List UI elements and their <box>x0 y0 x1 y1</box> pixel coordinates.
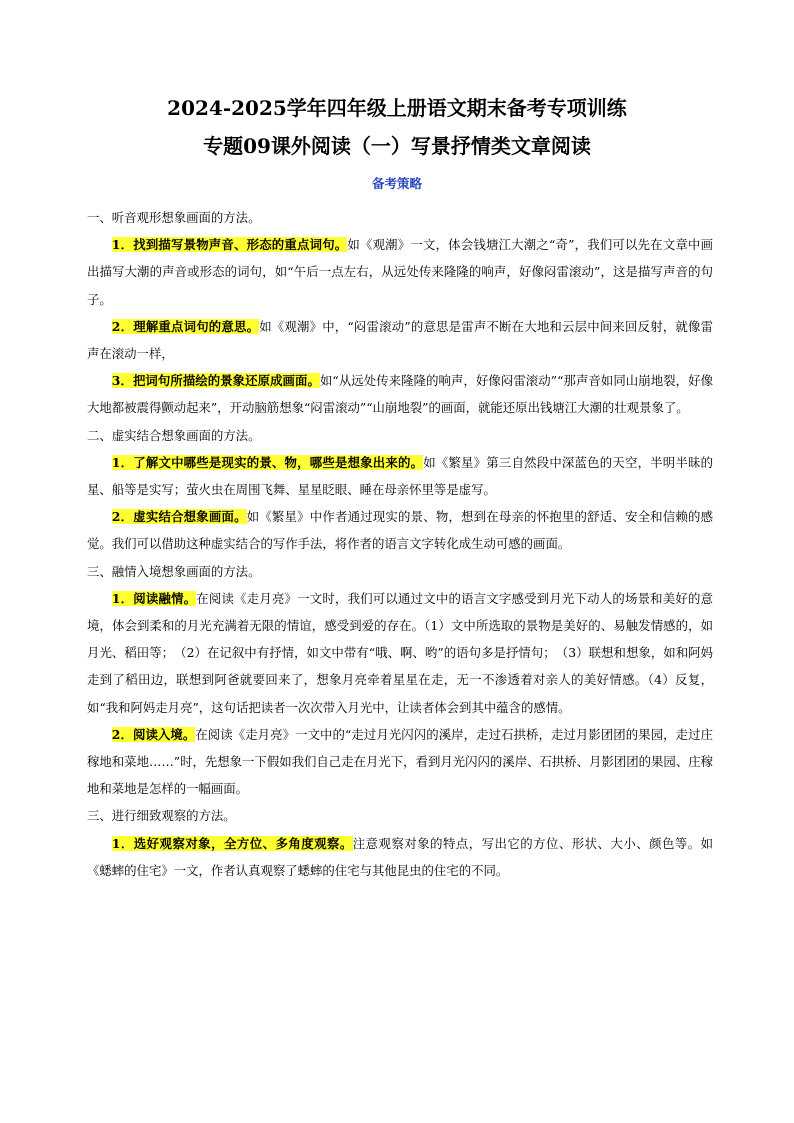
paragraph-text: 如《观潮》一文，体会钱塘江大潮之“奇”，我们可以先在文章中画出描写大潮的声音或形态的词句，如“午后一点左右，从远处传来隆隆的响声，好像闷雷滚动”，这是描写声音的句子。 <box>87 237 714 307</box>
highlight-text: 1．找到描写景物声音、形态的重点词句。 <box>111 237 348 253</box>
section-heading-3: 三、融情入境想象画面的方法。 <box>87 563 261 579</box>
document-body <box>87 204 713 884</box>
paragraph-1-2 <box>87 313 713 367</box>
paragraph-4-1 <box>87 830 713 884</box>
paragraph-text: 在阅读《走月亮》一文中的“走过月光闪闪的溪岸，走过石拱桥，走过月影团团的果园，走过庄稼地和菜地……”时，先想象一下假如我们自己走在月光下，看到月光闪闪的溪岸、石拱桥、月影团团的果园、庄稼地和菜地是怎样的一幅画面。 <box>87 726 713 797</box>
paragraph-text: 如“从远处传来隆隆的响声，好像闷雷滚动”“那声音如同山崩地裂，好像大地都被震得颤动起来”，开动脑筋想象“闷雷滚动”“山崩地裂”的画面，就能还原出钱塘江大潮的壮观景象了。 <box>87 373 713 416</box>
paragraph-text: 注意观察对象的特点，写出它的方位、形状、大小、颜色等。如《蟋蟀的住宅》一文，作者认真观察了蟋蟀的住宅与其他昆虫的住宅的不同。 <box>87 835 714 878</box>
highlight-text: 1．了解文中哪些是现实的景、物，哪些是想象出来的。 <box>111 454 424 470</box>
section-heading-4: 三、进行细致观察的方法。 <box>87 808 236 824</box>
paragraph-text: 如《观潮》中，“闷雷滚动”的意思是雷声不断在大地和云层中间来回反射，就像雷声在滚动一样， <box>87 318 713 362</box>
document-title: 2024-2025学年四年级上册语文期末备考专项训练 <box>167 96 627 120</box>
paragraph-3-1 <box>87 585 713 721</box>
highlight-text: 2．虚实结合想象画面。 <box>111 509 247 525</box>
section-heading-1: 一、听音观形想象画面的方法。 <box>87 210 261 225</box>
document-subtitle-topic: 专题09课外阅读（一）写景抒情类文章阅读 <box>203 134 591 158</box>
highlight-text: 2．阅读入境。 <box>111 726 196 742</box>
highlight-text: 2．理解重点词句的意思。 <box>111 318 260 334</box>
section-label-strategy: 备考策略 <box>371 176 422 191</box>
paragraph-1-1 <box>87 231 713 313</box>
highlight-text: 1．阅读融情。 <box>111 590 197 606</box>
paragraph-2-2 <box>87 503 713 557</box>
paragraph-3-2 <box>87 721 713 803</box>
paragraph-text: 如《繁星》第三自然段中深蓝色的天空，半明半昧的星、船等是实写；萤火虫在周围飞舞、星星眨眼、睡在母亲怀里等是虚写。 <box>87 454 714 498</box>
section-heading-2: 二、虚实结合想象画面的方法。 <box>87 427 261 443</box>
paragraph-2-1 <box>87 449 713 503</box>
highlight-text: 1．选好观察对象，全方位、多角度观察。 <box>111 835 353 851</box>
highlight-text: 3．把词句所描绘的景象还原成画面。 <box>111 373 320 389</box>
paragraph-text: 在阅读《走月亮》一文时，我们可以通过文中的语言文字感受到月光下动人的场景和美好的意境，体会到柔和的月光充满着无限的情谊，感受到爱的存在。（1）文中所选取的景物是美好的、易触发情感的，如月光、稻田等； （2）在记叙中有抒情，如文中带有“哦、啊、哟”的语句多是抒情句； （3）联想和想象，如和阿妈走到了稻田边，联想到阿爸就要回来了，想象月亮牵着星星在走，无一不渗透着对亲人的美好情感。（4）反复，如“我和阿妈走月亮”，这句话把读者一次次带入月光中，让读者体会到其中蕴含的感情。 <box>87 590 714 715</box>
paragraph-text: 如《繁星》中作者通过现实的景、物，想到在母亲的怀抱里的舒适、安全和信赖的感觉。我们可以借助这种虚实结合的写作手法，将作者的语言文字转化成生动可感的画面。 <box>87 509 713 552</box>
paragraph-1-3 <box>87 367 713 421</box>
